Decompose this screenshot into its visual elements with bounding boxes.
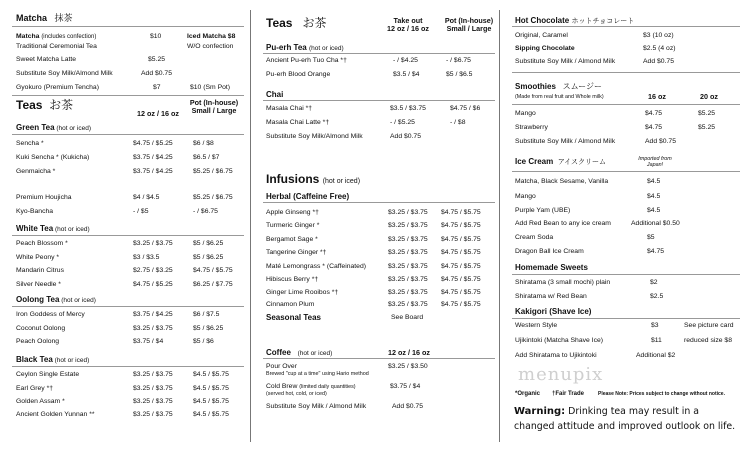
tea-price-pot: $4.75 / $6	[450, 105, 481, 112]
kakigori-price: $11	[651, 337, 662, 344]
iced-matcha-note: W/O confection	[187, 43, 234, 50]
tea-price-pot: - / $8	[450, 119, 466, 126]
matcha-bottom-rule	[12, 95, 244, 96]
smoothie-price-20: $5.25	[698, 110, 716, 117]
tea-name: Iron Goddess of Mercy	[16, 311, 85, 318]
section-note-2: (hot or iced)	[59, 297, 96, 304]
kakigori-item: Ujikintoki (Matcha Shave Ice)	[515, 337, 604, 344]
legend-fair-trade: †Fair Trade	[552, 391, 585, 397]
kakigori-rule	[512, 318, 740, 319]
herbal-rule	[263, 202, 495, 203]
tea-name: Substitute Soy Milk/Almond Milk	[266, 133, 363, 140]
infusion-price-pot: $4.75 / $5.75	[441, 289, 481, 296]
smoothie-price-16: Add $0.75	[645, 138, 676, 145]
tea-price-pot: $5 / $6.25	[193, 325, 224, 332]
pour-over-price: $3.25 / $3.50	[388, 363, 428, 370]
infusion-price-pot: $4.75 / $5.75	[441, 301, 481, 308]
section-title-3: Black Tea (hot or iced)	[16, 355, 90, 364]
tea-name: Earl Grey *†	[16, 385, 54, 392]
tea-price-cup: - / $5	[133, 208, 149, 215]
watermark: menupix	[518, 364, 604, 385]
section-title-2: Oolong Tea (hot or iced)	[16, 295, 96, 304]
chai-title: Chai	[266, 90, 284, 99]
tea-name: Kyo-Bancha	[16, 208, 54, 215]
pour-over: Pour Over	[266, 363, 297, 370]
tea-price-pot: - / $6.75	[446, 57, 471, 64]
ice-cream-price: $5	[647, 234, 655, 241]
tea-price-cup: $3.25 / $3.75	[133, 385, 173, 392]
cold-brew-note: (served hot, cold, or iced)	[266, 391, 327, 397]
section-title-1: White Tea (hot or iced)	[16, 224, 90, 233]
tea-price-cup: $3.75 / $4	[133, 338, 164, 345]
ice-cream-price: Additional $0.50	[631, 220, 680, 227]
hot-chocolate-price: $3 (10 oz)	[643, 32, 674, 39]
kakigori-extra: See picture card	[684, 322, 734, 329]
ice-cream-item: Mango	[515, 193, 536, 200]
infusion-name: Apple Ginseng *†	[266, 209, 319, 216]
coffee-title: Coffee (hot or iced)	[266, 348, 333, 357]
tea-price-cup: $3.25 / $3.75	[133, 398, 173, 405]
smoothie-item: Substitute Soy Milk / Almond Milk	[515, 138, 616, 145]
infusion-name: Hibiscus Berry *†	[266, 276, 319, 283]
infusion-price-cup: $3.25 / $3.75	[388, 301, 428, 308]
matcha-sub-milk-price: Add $0.75	[141, 70, 172, 77]
smoothies-note: (Made from real fruit and Whole milk)	[515, 94, 604, 100]
puerh-rule	[263, 53, 495, 54]
infusion-price-pot: $4.75 / $5.75	[441, 222, 481, 229]
matcha-sub-milk: Substitute Soy Milk/Almond Milk	[16, 70, 113, 77]
tea-name: Premium Houjicha	[16, 194, 72, 201]
tea-price-pot: $4.75 / $5.75	[193, 267, 233, 274]
section-rule	[12, 366, 244, 367]
kakigori-price: Additional $2	[636, 352, 676, 359]
infusion-price-cup: $3.25 / $3.75	[388, 263, 428, 270]
middle-column	[251, 0, 499, 455]
tea-name: Golden Assam *	[16, 398, 65, 405]
matcha-price: $10	[150, 33, 162, 40]
matcha-name: Matcha (includes confection)	[16, 33, 97, 40]
smoothies-col2: 20 oz	[700, 92, 718, 101]
tea-price-pot: $4.5 / $5.75	[193, 371, 229, 378]
smoothies-rule	[512, 104, 740, 105]
warning: Warning: Drinking tea may result in a changed attitude and improved outlook on life.	[514, 406, 736, 432]
tea-price-cup: $3.25 / $3.75	[133, 371, 173, 378]
infusion-price-cup: $3.25 / $3.75	[388, 209, 428, 216]
tea-price-cup: $3.75 / $4.25	[133, 311, 173, 318]
coffee-col: 12 oz / 16 oz	[388, 348, 430, 357]
teas-title-left: Teas お茶	[16, 98, 74, 112]
tea-price-pot: $6.25 / $7.75	[193, 281, 233, 288]
infusion-name: Ginger Lime Rooibos *†	[266, 289, 339, 296]
puerh-title: Pu-erh Tea (hot or iced)	[266, 43, 344, 52]
iced-matcha-price: Iced Matcha $8	[187, 33, 236, 40]
sweet-item: Shiratama (3 small mochi) plain	[515, 279, 611, 286]
section-rule	[12, 134, 244, 135]
tea-name: Ancient Pu-erh Tuo Cha *†	[266, 57, 347, 64]
kakigori-price: $3	[651, 322, 659, 329]
infusions-title: Infusions (hot or iced)	[266, 172, 361, 186]
ice-cream-price: $4.5	[647, 193, 661, 200]
coffee-rule	[263, 358, 495, 359]
tea-price-pot: $5 / $6	[193, 338, 214, 345]
section-title-0: Green Tea (hot or iced)	[16, 123, 92, 132]
hot-chocolate-item: Substitute Soy Milk / Almond Milk	[515, 58, 616, 65]
smoothie-price-20: $5.25	[698, 124, 716, 131]
infusion-price-cup: $3.25 / $3.75	[388, 236, 428, 243]
tea-price-pot: $5.25 / $6.75	[193, 194, 233, 201]
tea-price-pot: $5.25 / $6.75	[193, 168, 233, 175]
matcha-title: Matcha 抹茶	[16, 13, 73, 23]
infusion-price-cup: $3.25 / $3.75	[388, 249, 428, 256]
infusion-price-pot: $4.75 / $5.75	[441, 249, 481, 256]
smoothie-price-16: $4.75	[645, 110, 663, 117]
chai-rule	[263, 100, 495, 101]
tea-price-pot: $4.5 / $5.75	[193, 398, 229, 405]
section-note-1: (hot or iced)	[53, 226, 90, 233]
tea-price-pot: $6.5 / $7	[193, 154, 220, 161]
teas-mid-col1: Take out 12 oz / 16 oz	[387, 16, 429, 34]
tea-price-cup: $4 / $4.5	[133, 194, 160, 201]
tea-price-pot: $5 / $6.25	[193, 254, 224, 261]
tea-price-cup: $4.75 / $5.25	[133, 140, 173, 147]
teas-mid-col2: Pot (In-house) Small / Large	[444, 16, 494, 34]
smoothie-item: Mango	[515, 110, 536, 117]
teas-title-mid: Teas お茶	[266, 16, 327, 30]
infusion-name: Cinnamon Plum	[266, 301, 315, 308]
tea-name: Sencha *	[16, 140, 44, 147]
seasonal-teas-price: See Board	[391, 314, 424, 321]
ice-cream-item: Purple Yam (UBE)	[515, 207, 571, 214]
infusion-price-pot: $4.75 / $5.75	[441, 276, 481, 283]
sweet-matcha-latte: Sweet Matcha Latte	[16, 56, 77, 63]
infusion-price-cup: $3.25 / $3.75	[388, 222, 428, 229]
tea-name: Masala Chai Latte *†	[266, 119, 330, 126]
teas-left-col2: Pot (In-house) Small / Large	[189, 98, 239, 116]
tea-price-cup: - / $4.25	[393, 57, 418, 64]
tea-price-pot: $4.5 / $5.75	[193, 411, 229, 418]
tea-price-pot: $6 / $7.5	[193, 311, 220, 318]
left-column	[0, 0, 250, 455]
teas-left-col1: 12 oz / 16 oz	[137, 109, 179, 118]
tea-price-cup: $3.75 / $4.25	[133, 168, 173, 175]
tea-price-cup: $3.5 / $3.75	[390, 105, 426, 112]
tea-name: Mandarin Citrus	[16, 267, 64, 274]
infusion-name: Tangerine Ginger *†	[266, 249, 327, 256]
hot-chocolate-title: Hot Chocolate ホットチョコレート	[515, 16, 635, 25]
ice-cream-title: Ice Cream アイスクリーム	[515, 157, 607, 166]
hot-chocolate-price: Add $0.75	[643, 58, 674, 65]
imported-note: Imported from Japan!	[638, 156, 672, 169]
infusion-price-pot: $4.75 / $5.75	[441, 263, 481, 270]
kakigori-item: Add Shiratama to Ujikintoki	[515, 352, 597, 359]
cold-brew-price: $3.75 / $4	[390, 383, 421, 390]
smoothies-title: Smoothies スムージー	[515, 82, 603, 91]
gyokuro-pot-price: $10 (Sm Pot)	[190, 84, 231, 91]
hot-chocolate-price: $2.5 (4 oz)	[643, 45, 676, 52]
sweet-price: $2	[650, 279, 658, 286]
tea-price-cup: $3.75 / $4.25	[133, 154, 173, 161]
section-rule	[12, 235, 244, 236]
tea-price-pot: - / $6.75	[193, 208, 218, 215]
ice-cream-item: Cream Soda	[515, 234, 554, 241]
tea-name: Masala Chai *†	[266, 105, 313, 112]
ice-cream-item: Matcha, Black Sesame, Vanilla	[515, 178, 609, 185]
price-note: Please Note: Prices subject to change without notice.	[598, 391, 725, 397]
hot-chocolate-item: Original, Caramel	[515, 32, 568, 39]
coffee-sub-milk-price: Add $0.75	[392, 403, 423, 410]
tea-price-cup: $3.25 / $3.75	[133, 240, 173, 247]
gyokuro: Gyokuro (Premium Tencha)	[16, 84, 99, 91]
ice-cream-item: Dragon Ball Ice Cream	[515, 248, 584, 255]
tea-name: Ceylon Single Estate	[16, 371, 80, 378]
infusion-price-cup: $3.25 / $3.75	[388, 276, 428, 283]
tea-name: Kuki Sencha * (Kukicha)	[16, 154, 90, 161]
ice-cream-item: Add Red Bean to any ice cream	[515, 220, 611, 227]
tea-price-cup: - / $5.25	[390, 119, 415, 126]
ice-cream-price: $4.5	[647, 207, 661, 214]
tea-price-cup: $4.75 / $5.25	[133, 281, 173, 288]
hot-chocolate-item: Sipping Chocolate	[515, 45, 575, 52]
coffee-sub-milk: Substitute Soy Milk / Almond Milk	[266, 403, 367, 410]
sweet-item: Shiratama w/ Red Bean	[515, 293, 587, 300]
hot-chocolate-rule	[512, 26, 740, 27]
tea-price-cup: $3 / $3.5	[133, 254, 160, 261]
smoothie-item: Strawberry	[515, 124, 548, 131]
section-note-3: (hot or iced)	[52, 357, 90, 364]
tea-price-pot: $5 / $6.5	[446, 71, 473, 78]
section-rule	[12, 306, 244, 307]
tea-price-cup: Add $0.75	[390, 133, 421, 140]
legend-organic: *Organic	[515, 391, 541, 397]
sweet-matcha-latte-price: $5.25	[148, 56, 166, 63]
hot-chocolate-bottom-rule	[512, 72, 740, 73]
right-column	[500, 0, 750, 455]
tea-name: Genmaicha *	[16, 168, 56, 175]
homemade-title: Homemade Sweets	[515, 263, 588, 272]
tea-price-cup: $2.75 / $3.25	[133, 267, 173, 274]
kakigori-item: Western Style	[515, 322, 558, 329]
infusion-price-pot: $4.75 / $5.75	[441, 236, 481, 243]
seasonal-teas: Seasonal Teas	[266, 313, 321, 322]
infusion-name: Turmeric Ginger *	[266, 222, 320, 229]
tea-name: Pu-erh Blood Orange	[266, 71, 331, 78]
sweet-price: $2.5	[650, 293, 664, 300]
ice-cream-price: $4.75	[647, 248, 665, 255]
infusion-price-cup: $3.25 / $3.75	[388, 289, 428, 296]
herbal-title: Herbal (Caffeine Free)	[266, 192, 350, 201]
tea-name: White Peony *	[16, 254, 60, 261]
tea-name: Peach Blossom *	[16, 240, 68, 247]
tea-name: Coconut Oolong	[16, 325, 66, 332]
kakigori-extra: reduced size $8	[684, 337, 732, 344]
infusion-name: Maté Lemongrass * (Caffeinated)	[266, 263, 366, 270]
tea-price-pot: $6 / $8	[193, 140, 214, 147]
section-note-0: (hot or iced)	[54, 125, 92, 132]
tea-price-cup: $3.25 / $3.75	[133, 325, 173, 332]
ice-cream-price: $4.5	[647, 178, 661, 185]
tea-price-pot: $5 / $6.25	[193, 240, 224, 247]
pour-over-note: Brewed "cup at a time" using Hario method	[266, 371, 369, 377]
tea-name: Silver Needle *	[16, 281, 61, 288]
smoothie-price-16: $4.75	[645, 124, 663, 131]
infusion-price-pot: $4.75 / $5.75	[441, 209, 481, 216]
smoothies-col1: 16 oz	[648, 92, 666, 101]
tea-price-cup: $3.25 / $3.75	[133, 411, 173, 418]
matcha-subtitle: Traditional Ceremonial Tea	[16, 43, 97, 50]
kakigori-title: Kakigori (Shave Ice)	[515, 307, 592, 316]
gyokuro-price: $7	[153, 84, 161, 91]
tea-price-cup: $3.5 / $4	[393, 71, 420, 78]
infusion-name: Bergamot Sage *	[266, 236, 318, 243]
matcha-rule	[12, 26, 244, 27]
tea-name: Peach Oolong	[16, 338, 60, 345]
ice-cream-rule	[512, 171, 740, 172]
tea-name: Ancient Golden Yunnan **	[16, 411, 95, 418]
cold-brew: Cold Brew (limited daily quantities)	[266, 383, 356, 390]
tea-price-pot: $4.5 / $5.75	[193, 385, 229, 392]
homemade-rule	[512, 274, 740, 275]
